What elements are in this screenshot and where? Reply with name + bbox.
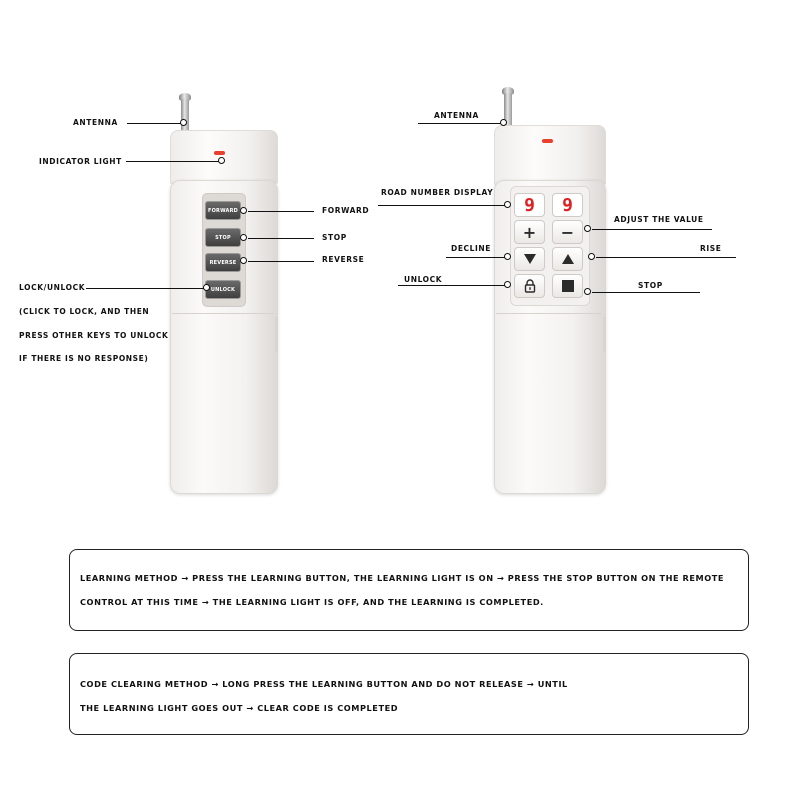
label-stop-left: STOP xyxy=(322,233,347,242)
label-lock-unlock: LOCK/UNLOCK xyxy=(19,283,86,292)
line-lock-unlock xyxy=(86,288,206,289)
rise-button[interactable] xyxy=(552,247,583,271)
label-reverse: REVERSE xyxy=(322,255,365,264)
learning-method-line-1: LEARNING METHOD → PRESS THE LEARNING BUTTON, THE LEARNING LIGHT IS ON → PRESS THE STOP BUTTON ON THE REMOTE xyxy=(80,573,725,583)
lock-icon xyxy=(523,279,537,293)
line-decline xyxy=(446,257,506,258)
left-remote-top xyxy=(170,130,278,184)
down-triangle-icon xyxy=(523,253,537,265)
unlock-button[interactable]: UNLOCK xyxy=(205,280,241,299)
dot-unlock-right xyxy=(504,281,511,288)
label-rise: RISE xyxy=(700,244,722,253)
label-antenna-left: ANTENNA xyxy=(73,118,118,127)
right-remote-top xyxy=(494,125,606,185)
line-rise xyxy=(596,257,736,258)
label-adjust-the-value: ADJUST THE VALUE xyxy=(614,215,704,224)
minus-icon: − xyxy=(560,222,575,242)
unlock-button-right[interactable] xyxy=(514,274,545,298)
right-indicator-led xyxy=(542,139,553,143)
line-antenna-right xyxy=(418,123,502,124)
label-forward: FORWARD xyxy=(322,206,370,215)
left-seam xyxy=(172,313,274,314)
code-clearing-method-box xyxy=(69,653,749,735)
dot-stop-right xyxy=(584,288,591,295)
dot-stop-left xyxy=(240,234,247,241)
label-antenna-right: ANTENNA xyxy=(434,111,479,120)
road-number-digit-2: 9 xyxy=(552,193,583,217)
code-clearing-line-1: CODE CLEARING METHOD → LONG PRESS THE LEARNING BUTTON AND DO NOT RELEASE → UNTIL xyxy=(80,679,568,689)
label-decline: DECLINE xyxy=(451,244,492,253)
dot-antenna-right xyxy=(500,119,507,126)
left-side-clip xyxy=(275,316,278,352)
stop-button-right[interactable] xyxy=(552,274,583,298)
line-reverse xyxy=(248,261,314,262)
line-stop-right xyxy=(592,292,700,293)
minus-button[interactable] xyxy=(552,220,583,244)
stop-button[interactable]: STOP xyxy=(205,228,241,247)
right-seam xyxy=(496,313,602,314)
lock-note-line-1: (CLICK TO LOCK, AND THEN xyxy=(19,307,150,316)
line-stop-left xyxy=(248,238,314,239)
learning-method-line-2: CONTROL AT THIS TIME → THE LEARNING LIGHT IS OFF, AND THE LEARNING IS COMPLETED. xyxy=(80,597,544,607)
decline-button[interactable] xyxy=(514,247,545,271)
learning-method-box xyxy=(69,549,749,631)
reverse-button[interactable]: REVERSE xyxy=(205,253,241,272)
label-indicator-light: INDICATOR LIGHT xyxy=(39,157,122,166)
lock-note-line-2: PRESS OTHER KEYS TO UNLOCK xyxy=(19,331,169,340)
dot-reverse xyxy=(240,257,247,264)
dot-indicator-light xyxy=(218,157,225,164)
line-unlock-right xyxy=(398,285,506,286)
right-side-clip xyxy=(603,316,606,352)
dot-adjust-the-value xyxy=(584,225,591,232)
label-road-number-display: ROAD NUMBER DISPLAY xyxy=(381,188,494,197)
stop-square-icon xyxy=(562,280,574,292)
lock-note-line-3: IF THERE IS NO RESPONSE) xyxy=(19,354,149,363)
plus-icon: + xyxy=(522,222,537,242)
dot-forward xyxy=(240,207,247,214)
forward-button[interactable]: FORWARD xyxy=(205,201,241,220)
dot-rise xyxy=(588,253,595,260)
label-stop-right: STOP xyxy=(638,281,663,290)
dot-lock-unlock xyxy=(203,284,210,291)
dot-decline xyxy=(504,253,511,260)
line-adjust-the-value xyxy=(592,229,712,230)
line-road-number-display xyxy=(378,205,506,206)
left-indicator-led xyxy=(214,151,225,155)
plus-button[interactable] xyxy=(514,220,545,244)
dot-antenna-left xyxy=(180,119,187,126)
label-unlock-right: UNLOCK xyxy=(404,275,443,284)
line-antenna-left xyxy=(127,123,183,124)
dot-road-number-display xyxy=(504,201,511,208)
line-indicator-light xyxy=(126,161,220,162)
code-clearing-line-2: THE LEARNING LIGHT GOES OUT → CLEAR CODE IS COMPLETED xyxy=(80,703,399,713)
up-triangle-icon xyxy=(561,253,575,265)
line-forward xyxy=(248,211,314,212)
road-number-digit-1: 9 xyxy=(514,193,545,217)
